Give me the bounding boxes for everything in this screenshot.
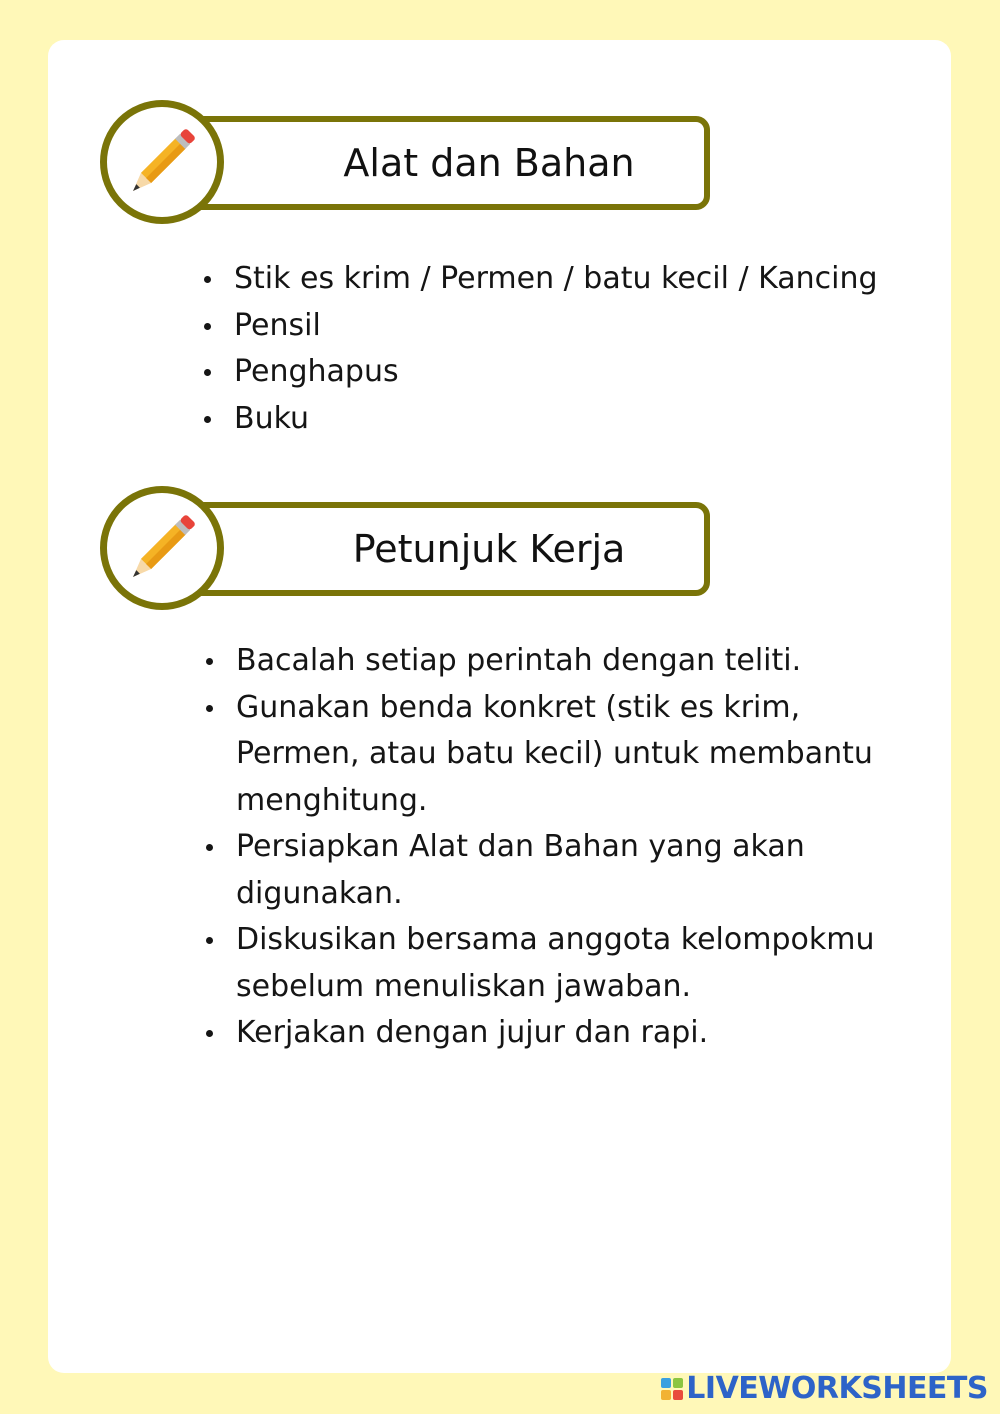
list-item: Stik es krim / Permen / batu kecil / Kancing [204,256,924,303]
list-item: Kerjakan dengan jujur dan rapi. [206,1010,886,1057]
list-item: Bacalah setiap perintah dengan teliti. [206,638,886,685]
section-title: Alat dan Bahan [343,141,635,185]
list-item: Penghapus [204,349,924,396]
section-header-alat-dan-bahan [100,100,710,224]
instructions-list [206,638,886,1057]
section-title: Petunjuk Kerja [352,527,626,571]
icon-circle [100,486,224,610]
liveworksheets-logo [661,1371,988,1406]
header-bar [148,116,710,210]
list-item: Pensil [204,303,924,350]
list-item: Persiapkan Alat dan Bahan yang akan digunakan. [206,824,886,917]
materials-list [204,256,924,442]
logo-text: LIVEWORKSHEETS [686,1371,988,1406]
list-item: Buku [204,396,924,443]
pencil-icon [121,121,203,203]
list-item: Gunakan benda konkret (stik es krim, Permen, atau batu kecil) untuk membantu menghitung. [206,685,886,825]
section-header-petunjuk-kerja [100,486,710,610]
list-item: Diskusikan bersama anggota kelompokmu sebelum menuliskan jawaban. [206,917,886,1010]
icon-circle [100,100,224,224]
logo-grid-icon [661,1378,683,1400]
worksheet-card [48,40,951,1373]
pencil-icon [121,507,203,589]
header-bar [148,502,710,596]
